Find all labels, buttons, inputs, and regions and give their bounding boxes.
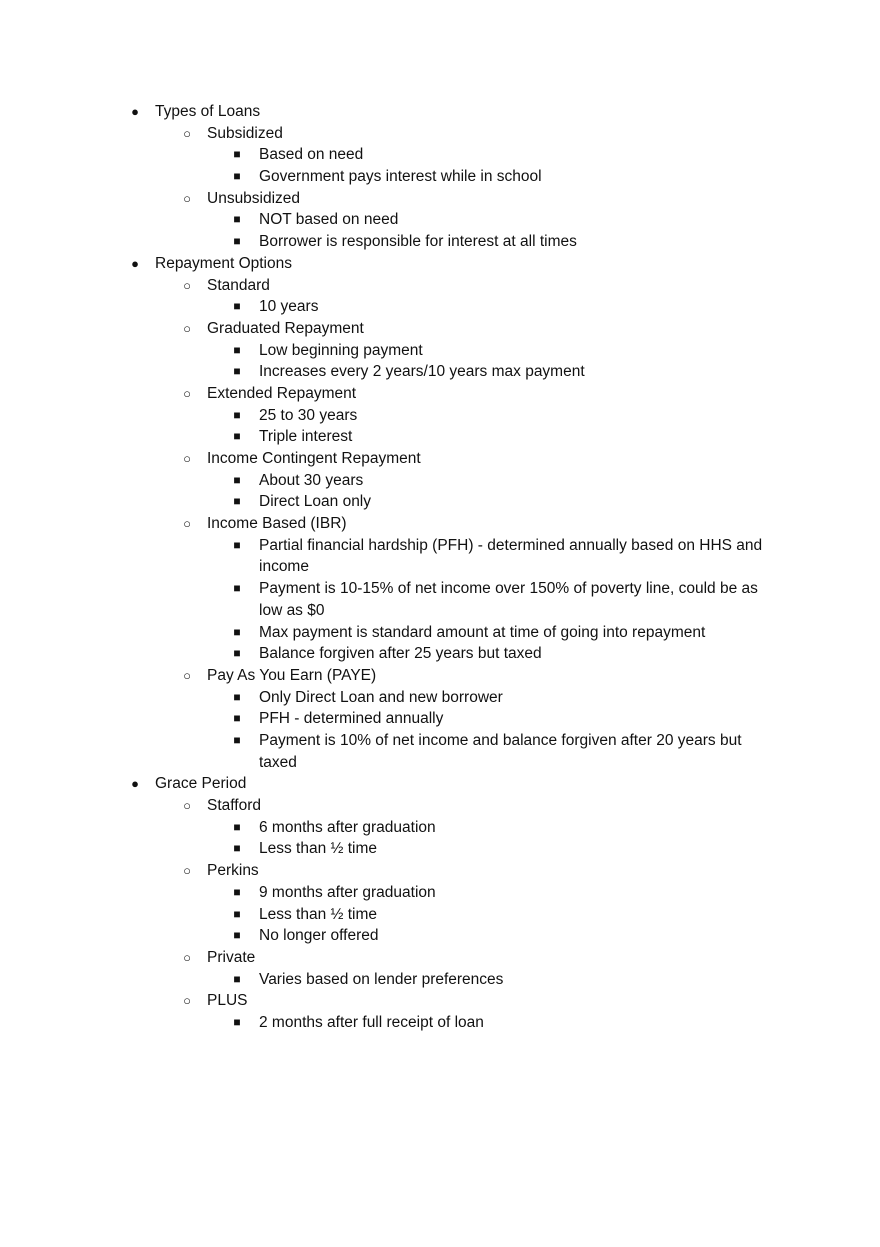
outline-item-level-3 bbox=[0, 904, 880, 926]
outline-item-level-1 bbox=[0, 773, 880, 795]
square-bullet-icon: ■ bbox=[233, 537, 241, 552]
square-bullet-icon: ■ bbox=[233, 429, 241, 444]
outline-item-level-3 bbox=[0, 925, 880, 947]
square-bullet-icon: ■ bbox=[233, 581, 241, 596]
outline-item-level-3 bbox=[0, 405, 880, 427]
hollow-circle-bullet-icon: ○ bbox=[183, 277, 191, 293]
outline-item-text: Private bbox=[207, 948, 256, 966]
document-page bbox=[0, 101, 880, 1034]
square-bullet-icon: ■ bbox=[233, 689, 241, 704]
outline-item-text: Graduated Repayment bbox=[207, 319, 364, 337]
outline-item-level-3 bbox=[0, 491, 880, 513]
outline-item-level-3 bbox=[0, 838, 880, 860]
outline-item-text: Grace Period bbox=[155, 775, 247, 793]
outline-item-text: PLUS bbox=[207, 992, 248, 1010]
outline-item-text: Perkins bbox=[207, 862, 259, 880]
outline-item-level-3 bbox=[0, 969, 880, 991]
square-bullet-icon: ■ bbox=[233, 299, 241, 314]
outline-item-text: Max payment is standard amount at time of going into repayment bbox=[259, 623, 706, 641]
outline-item-text: Triple interest bbox=[259, 428, 353, 446]
outline-item-level-2 bbox=[0, 383, 880, 405]
square-bullet-icon: ■ bbox=[233, 212, 241, 227]
outline-item-level-3 bbox=[0, 643, 880, 665]
outline-item-level-3 bbox=[0, 296, 880, 318]
outline-item-level-3 bbox=[0, 426, 880, 448]
square-bullet-icon: ■ bbox=[233, 1014, 241, 1029]
outline-item-text: Partial financial hardship (PFH) - determined annually based on HHS and income bbox=[259, 536, 763, 576]
outline-item-text: Less than ½ time bbox=[259, 840, 378, 858]
outline-item-level-2 bbox=[0, 990, 880, 1012]
filled-circle-bullet-icon: ● bbox=[131, 255, 139, 271]
hollow-circle-bullet-icon: ○ bbox=[183, 863, 191, 879]
square-bullet-icon: ■ bbox=[233, 407, 241, 422]
hollow-circle-bullet-icon: ○ bbox=[183, 320, 191, 336]
square-bullet-icon: ■ bbox=[233, 819, 241, 834]
square-bullet-icon: ■ bbox=[233, 711, 241, 726]
outline-item-level-2 bbox=[0, 448, 880, 470]
outline-item-text: Payment is 10-15% of net income over 150% of poverty line, could be as low as $0 bbox=[259, 580, 758, 619]
outline-item-level-3 bbox=[0, 470, 880, 492]
outline-item-level-2 bbox=[0, 513, 880, 535]
square-bullet-icon: ■ bbox=[233, 364, 241, 379]
hollow-circle-bullet-icon: ○ bbox=[183, 798, 191, 814]
outline-item-text: Increases every 2 years/10 years max payment bbox=[259, 363, 585, 381]
outline-item-level-2 bbox=[0, 123, 880, 145]
outline-item-text: Balance forgiven after 25 years but taxed bbox=[259, 645, 542, 663]
square-bullet-icon: ■ bbox=[233, 147, 241, 162]
outline-item-level-2 bbox=[0, 188, 880, 210]
outline-item-text: Repayment Options bbox=[155, 254, 292, 272]
hollow-circle-bullet-icon: ○ bbox=[183, 451, 191, 466]
outline-item-text: Extended Repayment bbox=[207, 384, 357, 402]
outline-item-text: Unsubsidized bbox=[207, 189, 301, 207]
hollow-circle-bullet-icon: ○ bbox=[183, 516, 191, 532]
square-bullet-icon: ■ bbox=[233, 733, 241, 747]
square-bullet-icon: ■ bbox=[233, 646, 241, 661]
outline-item-level-3 bbox=[0, 578, 880, 621]
outline-item-text: About 30 years bbox=[259, 471, 364, 489]
outline-item-text: 2 months after full receipt of loan bbox=[259, 1013, 484, 1031]
outline-item-level-3 bbox=[0, 882, 880, 904]
outline-item-level-2 bbox=[0, 860, 880, 882]
square-bullet-icon: ■ bbox=[233, 169, 241, 184]
filled-circle-bullet-icon: ● bbox=[131, 776, 139, 792]
outline-item-text: Borrower is responsible for interest at all times bbox=[259, 233, 577, 251]
outline-item-level-3 bbox=[0, 166, 880, 188]
outline-item-level-2 bbox=[0, 795, 880, 817]
hollow-circle-bullet-icon: ○ bbox=[183, 667, 191, 683]
outline-item-text: Direct Loan only bbox=[259, 493, 372, 511]
outline-item-text: Income Based (IBR) bbox=[207, 515, 347, 533]
filled-circle-bullet-icon: ● bbox=[131, 104, 139, 119]
outline-item-text: No longer offered bbox=[259, 927, 379, 945]
outline-item-text: Subsidized bbox=[207, 124, 283, 142]
square-bullet-icon: ■ bbox=[233, 906, 241, 921]
square-bullet-icon: ■ bbox=[233, 342, 241, 357]
outline-item-text: Pay As You Earn (PAYE) bbox=[207, 666, 377, 684]
outline-item-level-2 bbox=[0, 318, 880, 340]
outline-item-level-1 bbox=[0, 101, 880, 123]
outline-item-level-3 bbox=[0, 361, 880, 383]
outline-item-level-2 bbox=[0, 275, 880, 297]
outline-item-text: Standard bbox=[207, 276, 270, 294]
outline-item-text: 6 months after graduation bbox=[259, 818, 436, 836]
outline-item-level-3 bbox=[0, 340, 880, 362]
hollow-circle-bullet-icon: ○ bbox=[183, 190, 191, 206]
square-bullet-icon: ■ bbox=[233, 971, 241, 986]
square-bullet-icon: ■ bbox=[233, 472, 241, 487]
square-bullet-icon: ■ bbox=[233, 494, 241, 509]
outline-item-level-3 bbox=[0, 1012, 880, 1034]
outline-item-text: Income Contingent Repayment bbox=[207, 450, 421, 467]
square-bullet-icon: ■ bbox=[233, 928, 241, 943]
outline-item-text: Government pays interest while in school bbox=[259, 168, 542, 186]
outline-item-text: Varies based on lender preferences bbox=[259, 970, 504, 988]
outline-item-text: Payment is 10% of net income and balance forgiven after 20 years but taxed bbox=[259, 732, 742, 771]
hollow-circle-bullet-icon: ○ bbox=[183, 385, 191, 401]
outline-item-level-2 bbox=[0, 665, 880, 687]
outline-item-level-3 bbox=[0, 209, 880, 231]
outline-item-level-3 bbox=[0, 535, 880, 578]
outline-item-text: Types of Loans bbox=[155, 103, 261, 120]
outline-item-text: NOT based on need bbox=[259, 211, 399, 229]
square-bullet-icon: ■ bbox=[233, 841, 241, 856]
outline-item-text: Less than ½ time bbox=[259, 905, 378, 923]
outline-item-level-1 bbox=[0, 253, 880, 275]
outline-item-level-3 bbox=[0, 708, 880, 730]
outline-item-level-3 bbox=[0, 730, 880, 773]
outline-item-level-2 bbox=[0, 947, 880, 969]
outline-item-text: 25 to 30 years bbox=[259, 406, 358, 424]
outline-item-text: Based on need bbox=[259, 146, 364, 164]
outline-item-text: PFH - determined annually bbox=[259, 710, 444, 728]
outline-item-text: Only Direct Loan and new borrower bbox=[259, 688, 503, 706]
outline-item-level-3 bbox=[0, 687, 880, 709]
hollow-circle-bullet-icon: ○ bbox=[183, 125, 191, 141]
outline-item-text: 10 years bbox=[259, 298, 319, 316]
outline-item-level-3 bbox=[0, 144, 880, 166]
outline-item-text: Stafford bbox=[207, 797, 262, 815]
outline-item-text: Low beginning payment bbox=[259, 341, 423, 359]
outline-item-level-3 bbox=[0, 622, 880, 644]
square-bullet-icon: ■ bbox=[233, 624, 241, 639]
hollow-circle-bullet-icon: ○ bbox=[183, 993, 191, 1009]
square-bullet-icon: ■ bbox=[233, 884, 241, 899]
outline-item-text: 9 months after graduation bbox=[259, 883, 436, 901]
square-bullet-icon: ■ bbox=[233, 234, 241, 249]
outline-item-level-3 bbox=[0, 231, 880, 253]
outline-item-level-3 bbox=[0, 817, 880, 839]
hollow-circle-bullet-icon: ○ bbox=[183, 949, 191, 965]
